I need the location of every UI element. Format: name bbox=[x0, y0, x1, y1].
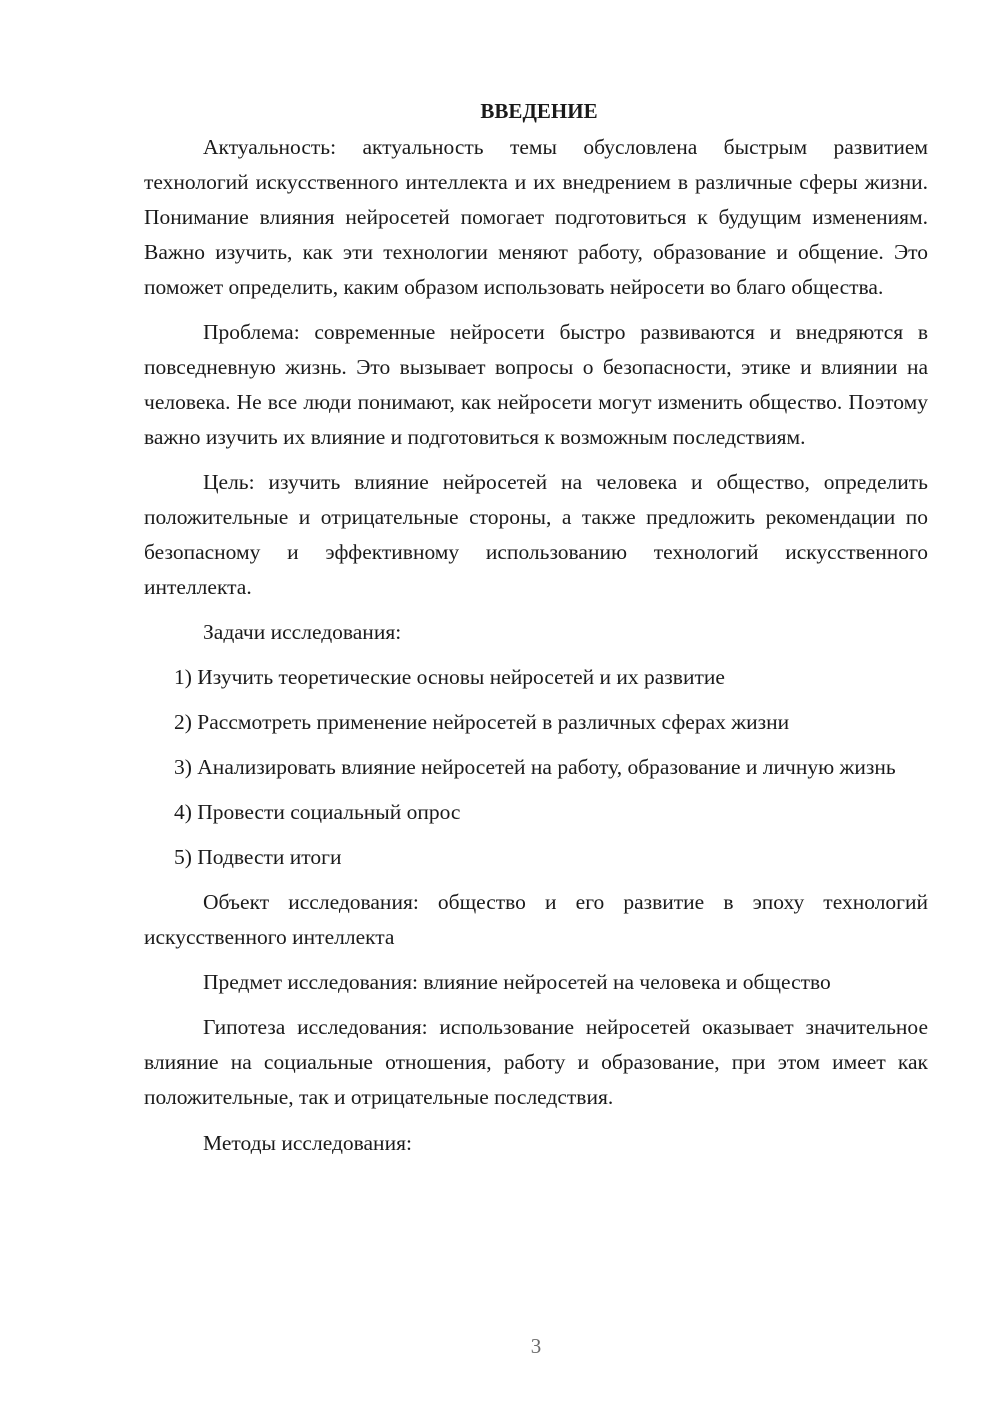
task-item-1: 1) Изучить теоретические основы нейросетей и их развитие bbox=[174, 665, 725, 689]
methods-heading: Методы исследования: bbox=[203, 1131, 412, 1155]
hypothesis-paragraph: Гипотеза исследования: использование нейросетей оказывает значительное влияние на социальные отношения, работу и образование, при этом имеет как положительные, так и отрицательные последствия. bbox=[144, 1015, 928, 1109]
tasks-heading: Задачи исследования: bbox=[203, 620, 402, 644]
subject-paragraph: Предмет исследования: влияние нейросетей на человека и общество bbox=[203, 970, 831, 994]
problem-paragraph: Проблема: современные нейросети быстро развиваются и внедряются в повседневную жизнь. Это вызывает вопросы о безопасности, этике и влиянии на человека. Не все люди понимают, как нейросети могут изменить общество. Поэтому важно изучить их влияние и подготовиться к возможным последствиям. bbox=[144, 320, 928, 449]
task-item-2: 2) Рассмотреть применение нейросетей в различных сферах жизни bbox=[174, 710, 790, 734]
section-title: ВВЕДЕНИЕ bbox=[480, 99, 598, 123]
relevance-paragraph: Актуальность: актуальность темы обусловлена быстрым развитием технологий искусственного интеллекта и их внедрением в различные сферы жизни. Понимание влияния нейросетей помогает подготовиться к будущим изменениям. Важно изучить, как эти технологии меняют работу, образование и общение. Это поможет определить, каким образом использовать нейросети во благо общества. bbox=[144, 135, 928, 299]
task-item-5: 5) Подвести итоги bbox=[174, 845, 342, 869]
page-number: 3 bbox=[530, 1334, 542, 1358]
object-paragraph: Объект исследования: общество и его развитие в эпоху технологий искусственного интеллекта bbox=[144, 890, 928, 949]
page-content bbox=[144, 96, 928, 1161]
goal-paragraph: Цель: изучить влияние нейросетей на человека и общество, определить положительные и отрицательные стороны, а также предложить рекомендации по безопасному и эффективному использованию технологий искусственного интеллекта. bbox=[144, 470, 928, 599]
task-item-4: 4) Провести социальный опрос bbox=[174, 800, 461, 824]
task-item-3: 3) Анализировать влияние нейросетей на работу, образование и личную жизнь bbox=[174, 755, 896, 779]
